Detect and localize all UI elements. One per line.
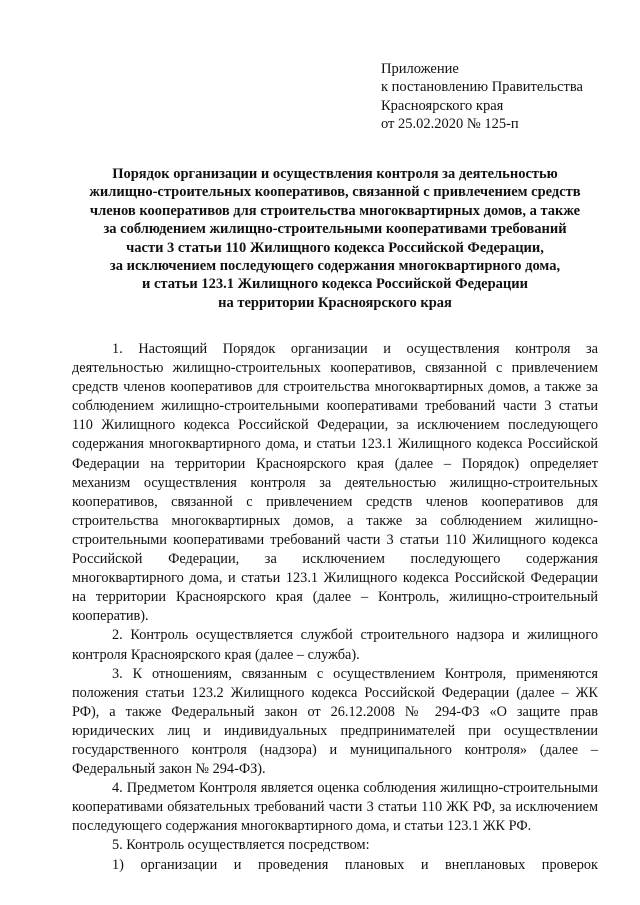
title-line: части 3 статьи 110 Жилищного кодекса Российской Федерации, [126,239,544,256]
paragraph-1: 1. Настоящий Порядок организации и осуществления контроля за деятельностью жилищно-строительных кооперативов, связанной с привлечением средств членов кооперативов для строительства многоквартирных домов, а также за соблюдением жилищно-строительными кооперативами требований части 3 статьи 110 Жилищного кодекса Российской Федерации, за исключением последующего содержания многоквартирного дома, и статьи 123.1 Жилищного кодекса Российской Федерации на территории Красноярского края (далее – Порядок) определяет механизм осуществления контроля за деятельностью жилищно-строительных кооперативов, связанной с привлечением средств членов кооперативов для строительства многоквартирных домов, а также за соблюдением жилищно-строительными кооперативами требований части 3 статьи 110 Жилищного кодекса Российской Федерации, за исключением последующего содержания многоквартирного дома, и статьи 123.1 Жилищного кодекса Российской Федерации на территории Красноярского края (далее – Контроль, жилищно-строительный кооператив). [72,341,598,625]
appendix-reference: к постановлению Правительства [381,79,583,96]
title-line: на территории Красноярского края [218,294,452,311]
title-line: за исключением последующего содержания многоквартирного дома, [109,258,561,275]
paragraph-5-item-1: 1) организации и проведения плановых и внеплановых проверок [112,856,598,873]
appendix-region: Красноярского края [381,97,504,114]
appendix-date-number: от 25.02.2020 № 125-п [381,115,519,132]
paragraph-5: 5. Контроль осуществляется посредством: [112,837,370,854]
paragraph-2: 2. Контроль осуществляется службой строительного надзора и жилищного контроля Красноярского края (далее – служба). [72,627,598,663]
title-line: жилищно-строительных кооперативов, связанной с привлечением средств [89,184,581,201]
paragraph-4: 4. Предметом Контроля является оценка соблюдения жилищно-строительными кооперативами обязательных требований части 3 статьи 110 ЖК РФ, за исключением последующего содержания многоквартирного дома, и статьи 123.1 ЖК РФ. [72,780,598,835]
appendix-label: Приложение [381,61,459,77]
title-line: за соблюдением жилищно-строительными кооперативами требований [103,221,567,238]
title-line: Порядок организации и осуществления контроля за деятельностью [112,166,558,182]
paragraph-3: 3. К отношениям, связанным с осуществлением Контроля, применяются положения статьи 123.2 Жилищного кодекса Российской Федерации (далее – ЖК РФ), а также Федеральный закон от 26.12.2008 № 294-ФЗ «О защите прав юридических лиц и индивидуальных предпринимателей при осуществлении государственного контроля (надзора) и муниципального контроля» (далее – Федеральный закон № 294-ФЗ). [72,665,598,778]
title-line: членов кооперативов для строительства многоквартирных домов, а также [89,202,581,219]
document-title [70,165,600,312]
document-body [72,340,598,875]
title-line: и статьи 123.1 Жилищного кодекса Российской Федерации [142,276,528,293]
appendix-header [381,60,583,133]
